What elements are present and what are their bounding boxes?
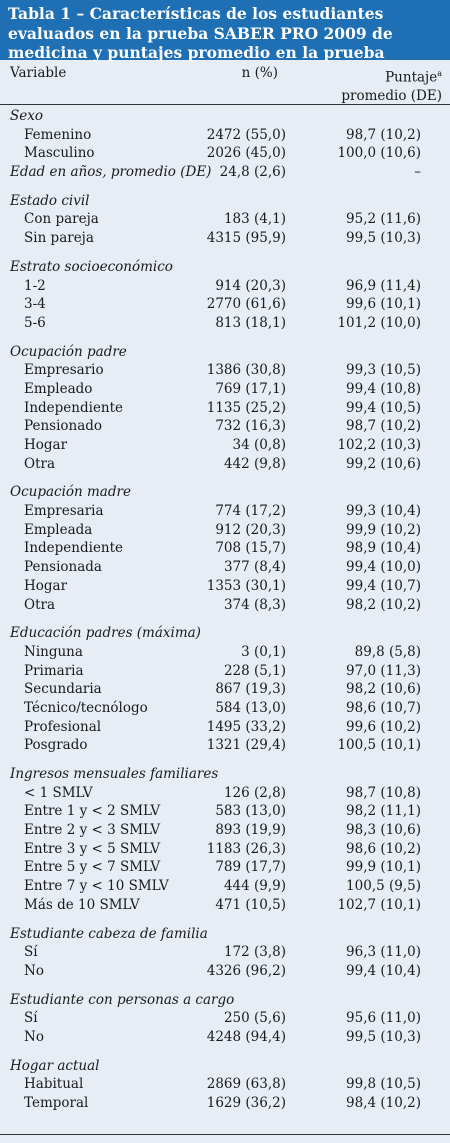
table-row xyxy=(0,436,450,455)
row-label: Entre 3 y < 5 SMLV xyxy=(24,840,161,857)
row-gap xyxy=(0,755,450,765)
cell-n-percent: 126 (2,8) xyxy=(223,784,286,801)
header-variable: Variable xyxy=(10,65,67,81)
cell-n-percent: 1386 (30,8) xyxy=(206,362,286,379)
table-row xyxy=(0,784,450,803)
cell-n-percent: 583 (13,0) xyxy=(215,803,286,820)
category-label: Estrato socioeconómico xyxy=(10,258,173,275)
table-row xyxy=(0,943,450,962)
row-label: Profesional xyxy=(24,718,102,735)
category-row xyxy=(0,163,450,182)
table-row xyxy=(0,877,450,896)
table-row xyxy=(0,277,450,296)
table-title: Tabla 1 – Características de los estudiantes evaluados en la prueba SABER PRO 2009 de medicina y puntajes promedio en la prueba xyxy=(0,0,450,60)
category-row xyxy=(0,1057,450,1076)
cell-score-mean: – xyxy=(414,164,421,181)
row-label: Sí xyxy=(24,1010,38,1027)
row-label: Entre 7 y < 10 SMLV xyxy=(24,878,169,895)
row-gap xyxy=(0,981,450,991)
table-row xyxy=(0,718,450,737)
cell-score-mean: 99,4 (10,4) xyxy=(346,962,421,979)
cell-score-mean: 99,5 (10,3) xyxy=(346,230,421,247)
cell-n-percent: 708 (15,7) xyxy=(215,540,286,557)
cell-score-mean: 99,4 (10,0) xyxy=(346,559,421,576)
cell-n-percent: 732 (16,3) xyxy=(215,418,286,435)
table-row xyxy=(0,643,450,662)
category-row xyxy=(0,991,450,1010)
cell-n-percent: 228 (5,1) xyxy=(223,662,286,679)
row-label: 5-6 xyxy=(24,314,46,331)
category-row xyxy=(0,624,450,643)
cell-score-mean: 98,7 (10,8) xyxy=(346,784,421,801)
cell-score-mean: 97,0 (11,3) xyxy=(346,662,421,679)
cell-score-mean: 98,6 (10,2) xyxy=(346,840,421,857)
cell-score-mean: 98,2 (10,2) xyxy=(346,596,421,613)
cell-score-mean: 99,9 (10,2) xyxy=(346,521,421,538)
category-row xyxy=(0,343,450,362)
row-label: Más de 10 SMLV xyxy=(24,896,140,913)
category-label: Estudiante cabeza de familia xyxy=(10,925,208,942)
row-label: Independiente xyxy=(24,540,124,557)
cell-n-percent: 584 (13,0) xyxy=(215,699,286,716)
cell-n-percent: 1353 (30,1) xyxy=(206,577,286,594)
cell-n-percent: 3 (0,1) xyxy=(241,643,286,660)
table-row xyxy=(0,455,450,474)
row-label: Ninguna xyxy=(24,643,83,660)
row-gap xyxy=(0,473,450,483)
cell-score-mean: 101,2 (10,0) xyxy=(337,314,421,331)
cell-score-mean: 99,3 (10,4) xyxy=(346,503,421,520)
table-row xyxy=(0,558,450,577)
row-gap xyxy=(0,333,450,343)
cell-score-mean: 99,5 (10,3) xyxy=(346,1028,421,1045)
table-row xyxy=(0,314,450,333)
table-row xyxy=(0,1094,450,1113)
row-label: Secundaria xyxy=(24,681,102,698)
cell-score-mean: 99,8 (10,5) xyxy=(346,1076,421,1093)
row-label: Sin pareja xyxy=(24,230,94,247)
row-label: Empleado xyxy=(24,380,93,397)
cell-score-mean: 99,2 (10,6) xyxy=(346,455,421,472)
table-row xyxy=(0,896,450,915)
row-gap xyxy=(0,248,450,258)
row-label: 3-4 xyxy=(24,296,46,313)
category-row xyxy=(0,925,450,944)
row-gap xyxy=(0,182,450,192)
cell-n-percent: 813 (18,1) xyxy=(215,314,286,331)
cell-score-mean: 99,4 (10,7) xyxy=(346,577,421,594)
table-row xyxy=(0,1009,450,1028)
cell-score-mean: 100,0 (10,6) xyxy=(337,145,421,162)
row-label: Pensionado xyxy=(24,418,103,435)
row-label: Hogar xyxy=(24,437,68,453)
row-label: Empresario xyxy=(24,362,104,379)
row-label: Masculino xyxy=(24,145,95,162)
row-label: No xyxy=(24,962,44,979)
row-label: Temporal xyxy=(24,1095,89,1111)
table-row xyxy=(0,802,450,821)
cell-score-mean: 102,7 (10,1) xyxy=(337,896,421,913)
cell-score-mean: 99,4 (10,8) xyxy=(346,380,421,397)
cell-score-mean: 98,9 (10,4) xyxy=(346,540,421,557)
row-label: Hogar xyxy=(24,577,68,594)
cell-n-percent: 34 (0,8) xyxy=(232,437,286,453)
table-row xyxy=(0,736,450,755)
category-label: Educación padres (máxima) xyxy=(10,625,201,642)
cell-n-percent: 172 (3,8) xyxy=(223,944,286,961)
cell-score-mean: 98,7 (10,2) xyxy=(346,126,421,143)
cell-score-mean: 100,5 (10,1) xyxy=(337,737,421,754)
cell-n-percent: 2026 (45,0) xyxy=(206,145,286,162)
table-row xyxy=(0,858,450,877)
table-row xyxy=(0,144,450,163)
row-gap xyxy=(0,614,450,624)
row-label: No xyxy=(24,1028,44,1045)
cell-n-percent: 2770 (61,6) xyxy=(206,296,286,313)
cell-n-percent: 867 (19,3) xyxy=(215,681,286,698)
category-row xyxy=(0,258,450,277)
cell-n-percent: 912 (20,3) xyxy=(215,521,286,538)
table-row xyxy=(0,577,450,596)
category-label: Ocupación madre xyxy=(10,484,131,501)
cell-score-mean: 98,3 (10,6) xyxy=(346,822,421,839)
cell-n-percent: 24,8 (2,6) xyxy=(219,164,286,181)
cell-n-percent: 377 (8,4) xyxy=(223,559,286,576)
table-row xyxy=(0,1028,450,1047)
cell-n-percent: 774 (17,2) xyxy=(215,503,286,520)
row-label: Sí xyxy=(24,944,38,961)
row-label: Entre 5 y < 7 SMLV xyxy=(24,859,161,876)
table-row xyxy=(0,521,450,540)
category-row xyxy=(0,765,450,784)
cell-n-percent: 4248 (94,4) xyxy=(206,1028,286,1045)
table-body xyxy=(0,105,450,1113)
cell-score-mean: 102,2 (10,3) xyxy=(337,437,421,453)
cell-n-percent: 4315 (95,9) xyxy=(206,230,286,247)
category-row xyxy=(0,107,450,126)
category-label: Ingresos mensuales familiares xyxy=(10,766,219,782)
row-label: Empleada xyxy=(24,521,93,538)
cell-score-mean: 95,6 (11,0) xyxy=(346,1010,421,1027)
cell-score-mean: 98,4 (10,2) xyxy=(346,1095,421,1111)
table-row xyxy=(0,229,450,248)
category-label: Ocupación padre xyxy=(10,343,127,360)
header-puntaje-line1: Puntaje xyxy=(385,69,438,86)
table-row xyxy=(0,840,450,859)
row-label: Empresaria xyxy=(24,503,104,520)
row-label: Otra xyxy=(24,455,55,472)
cell-n-percent: 183 (4,1) xyxy=(223,211,286,228)
row-label: Técnico/tecnólogo xyxy=(24,699,148,716)
cell-n-percent: 444 (9,9) xyxy=(223,878,286,895)
row-label: Femenino xyxy=(24,126,92,143)
table-row xyxy=(0,502,450,521)
cell-score-mean: 98,2 (11,1) xyxy=(346,803,421,820)
row-gap xyxy=(0,915,450,925)
table-bottom-rule xyxy=(0,1134,450,1135)
cell-score-mean: 96,9 (11,4) xyxy=(346,277,421,294)
category-label: Edad en años, promedio (DE) xyxy=(10,164,212,181)
table-row xyxy=(0,417,450,436)
table-row xyxy=(0,295,450,314)
table-row xyxy=(0,361,450,380)
cell-n-percent: 1321 (29,4) xyxy=(206,737,286,754)
row-label: Primaria xyxy=(24,662,84,679)
cell-n-percent: 789 (17,7) xyxy=(215,859,286,876)
category-label: Hogar actual xyxy=(10,1057,100,1074)
category-row xyxy=(0,483,450,502)
table-row xyxy=(0,539,450,558)
row-label: Otra xyxy=(24,596,55,613)
category-label: Estudiante con personas a cargo xyxy=(10,991,235,1008)
cell-n-percent: 769 (17,1) xyxy=(215,380,286,397)
cell-score-mean: 99,9 (10,1) xyxy=(346,859,421,876)
cell-n-percent: 471 (10,5) xyxy=(215,896,286,913)
row-label: Entre 2 y < 3 SMLV xyxy=(24,822,161,839)
cell-n-percent: 4326 (96,2) xyxy=(206,962,286,979)
cell-n-percent: 1495 (33,2) xyxy=(206,718,286,735)
header-n: n (%) xyxy=(241,65,278,81)
category-row xyxy=(0,192,450,211)
cell-score-mean: 96,3 (11,0) xyxy=(346,944,421,961)
category-label: Sexo xyxy=(10,108,43,124)
cell-score-mean: 98,2 (10,6) xyxy=(346,681,421,698)
table-row xyxy=(0,962,450,981)
header-puntaje-line2: promedio (DE) xyxy=(341,87,442,104)
cell-score-mean: 95,2 (11,6) xyxy=(346,211,421,228)
table-row xyxy=(0,821,450,840)
table-row xyxy=(0,699,450,718)
row-label: Entre 1 y < 2 SMLV xyxy=(24,803,161,820)
table-row xyxy=(0,126,450,145)
row-label: Posgrado xyxy=(24,737,88,754)
category-label: Estado civil xyxy=(10,192,90,209)
cell-n-percent: 914 (20,3) xyxy=(215,277,286,294)
row-label: Con pareja xyxy=(24,211,99,228)
cell-score-mean: 98,7 (10,2) xyxy=(346,418,421,435)
cell-score-mean: 99,6 (10,2) xyxy=(346,718,421,735)
cell-score-mean: 99,3 (10,5) xyxy=(346,362,421,379)
table-row xyxy=(0,380,450,399)
header-puntaje-footnote: a xyxy=(437,69,442,78)
cell-n-percent: 1629 (36,2) xyxy=(206,1095,286,1111)
table-row xyxy=(0,399,450,418)
cell-score-mean: 98,6 (10,7) xyxy=(346,699,421,716)
cell-n-percent: 374 (8,3) xyxy=(223,596,286,613)
table-row xyxy=(0,1075,450,1094)
row-label: Pensionada xyxy=(24,559,102,576)
table-row xyxy=(0,210,450,229)
cell-score-mean: 99,4 (10,5) xyxy=(346,399,421,416)
cell-n-percent: 442 (9,8) xyxy=(223,455,286,472)
cell-n-percent: 893 (19,9) xyxy=(215,822,286,839)
cell-n-percent: 250 (5,6) xyxy=(223,1010,286,1027)
table-header xyxy=(0,60,450,105)
table-row xyxy=(0,680,450,699)
cell-score-mean: 100,5 (9,5) xyxy=(346,878,421,895)
cell-n-percent: 1183 (26,3) xyxy=(206,840,286,857)
header-puntaje xyxy=(341,65,442,105)
cell-n-percent: 2869 (63,8) xyxy=(206,1076,286,1093)
table-row xyxy=(0,596,450,615)
table-row xyxy=(0,662,450,681)
cell-n-percent: 2472 (55,0) xyxy=(206,126,286,143)
row-label: Habitual xyxy=(24,1076,84,1093)
cell-n-percent: 1135 (25,2) xyxy=(206,399,286,416)
row-label: < 1 SMLV xyxy=(24,784,93,801)
row-label: Independiente xyxy=(24,399,124,416)
cell-score-mean: 99,6 (10,1) xyxy=(346,296,421,313)
row-label: 1-2 xyxy=(24,277,46,294)
cell-score-mean: 89,8 (5,8) xyxy=(354,643,421,660)
row-gap xyxy=(0,1047,450,1057)
